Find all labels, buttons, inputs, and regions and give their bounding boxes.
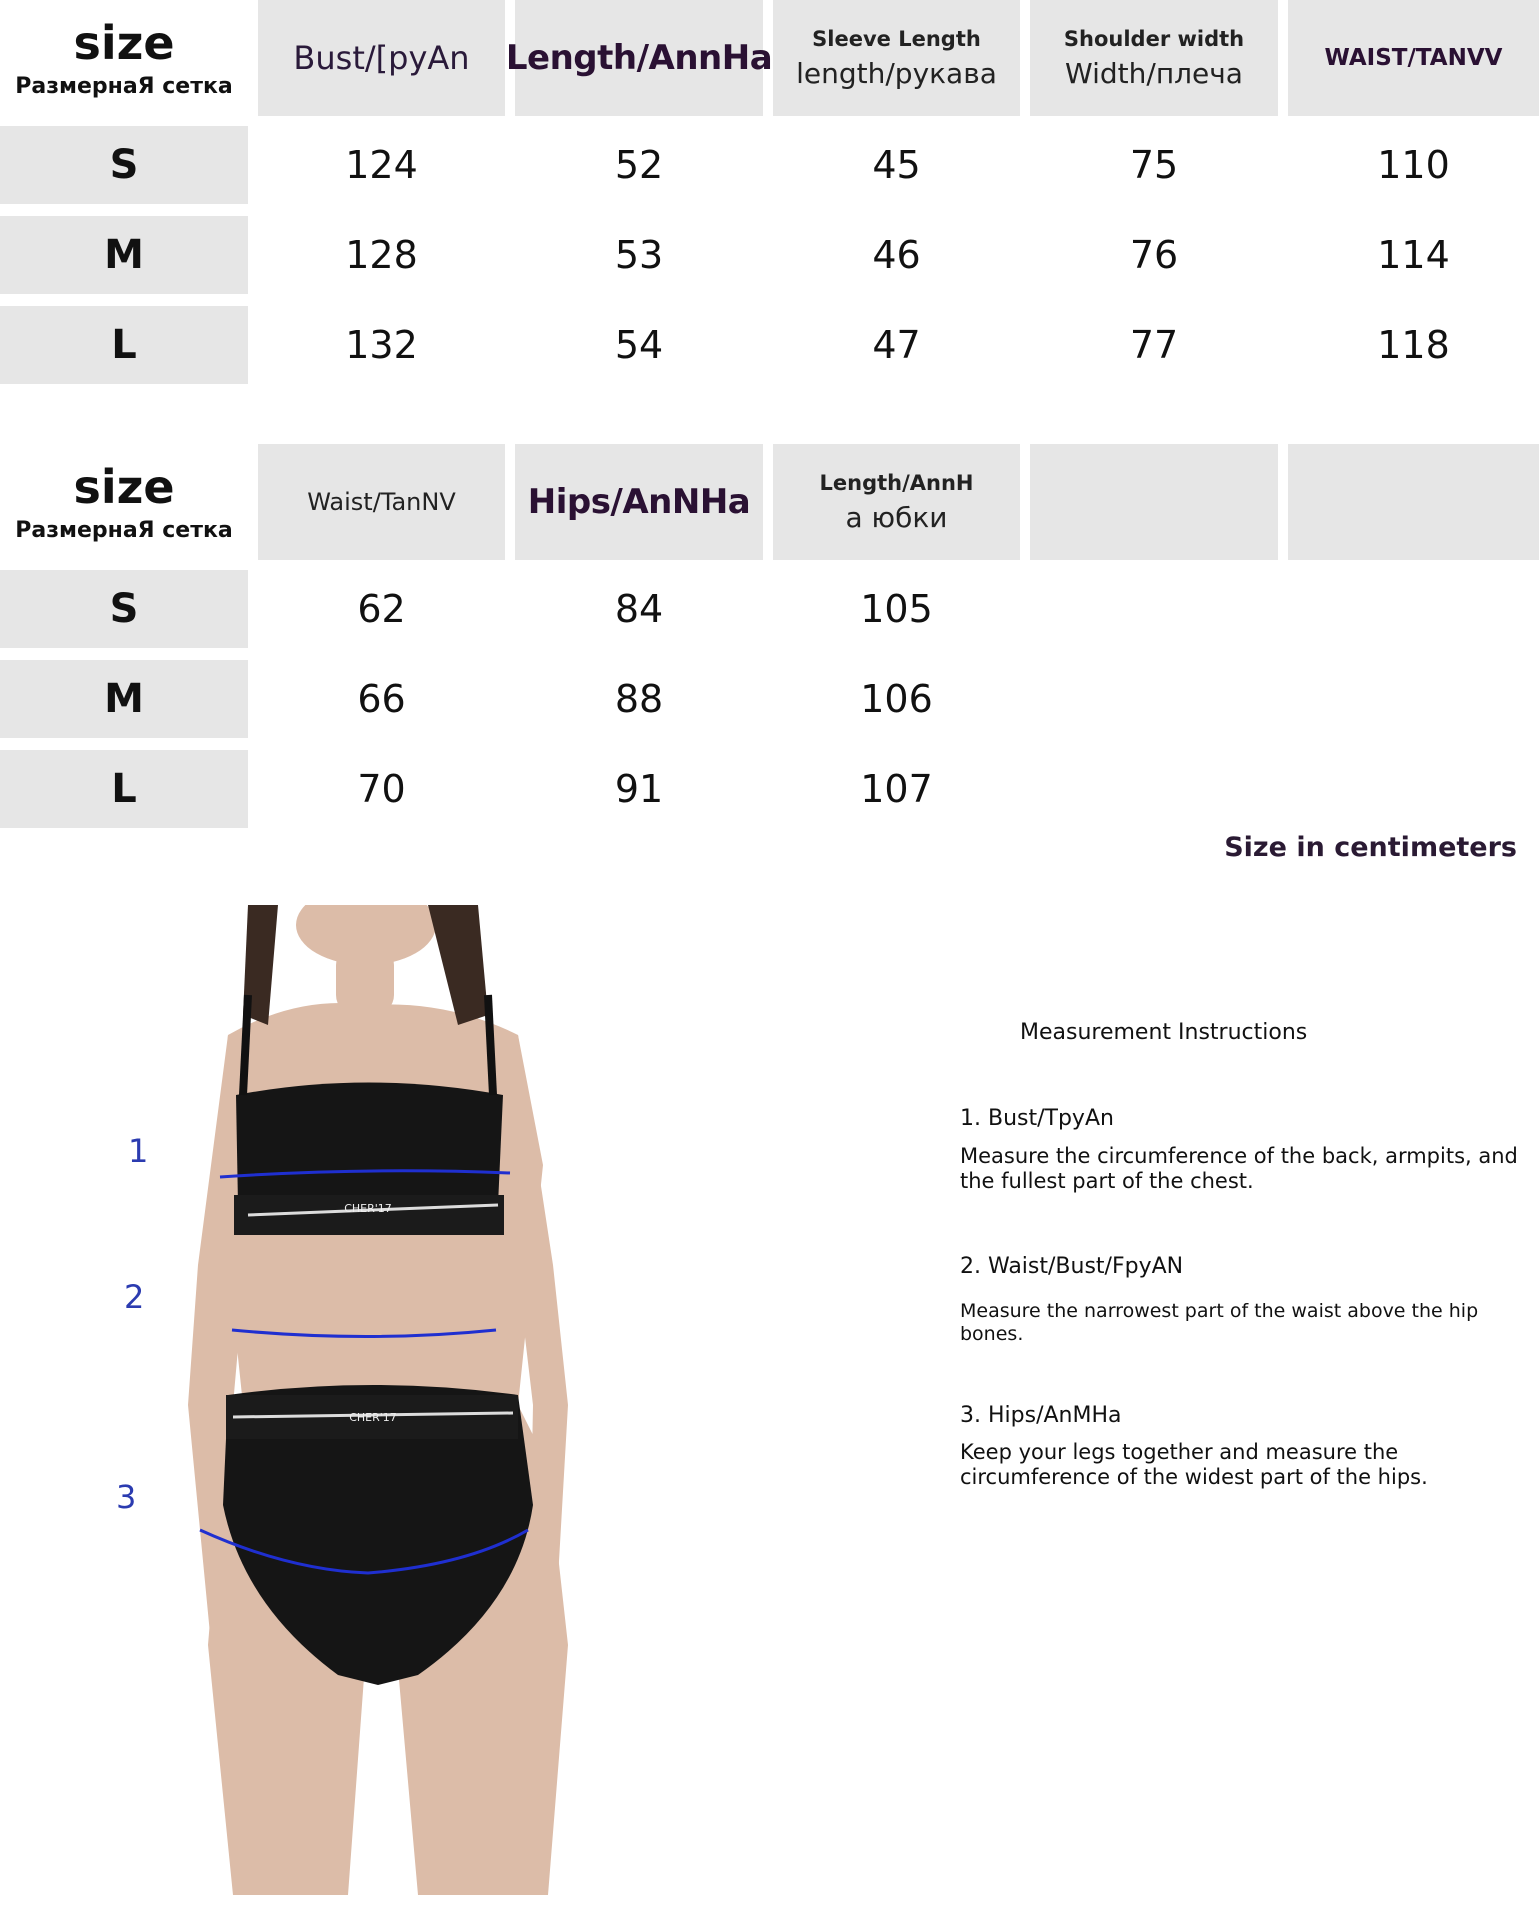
- instruction-1-heading: 1. Bust/TpyAn: [960, 1106, 1114, 1131]
- marker-3: 3: [116, 1478, 137, 1516]
- table2-row-l-label: L: [0, 750, 248, 828]
- header-label: Waist/TanNV: [307, 488, 456, 516]
- header-sublabel: length/рукава: [796, 56, 997, 90]
- instruction-3-text: Keep your legs together and measure the circumference of the widest part of the hips.: [960, 1440, 1428, 1490]
- instruction-2-heading: 2. Waist/Bust/FpyAN: [960, 1254, 1184, 1279]
- table2-cell: 105: [860, 587, 933, 631]
- table1-row-m-label: M: [0, 216, 248, 294]
- table2-header-empty-2: [1288, 444, 1539, 560]
- table2-header-waist: [258, 444, 505, 560]
- units-note: Size in centimeters: [1224, 832, 1517, 863]
- table1-header-bust: [258, 0, 505, 116]
- table1-cell: 75: [1129, 143, 1179, 187]
- table1-cell: 53: [614, 233, 664, 277]
- table1-cell: 132: [345, 323, 418, 367]
- table2-header-skirt-length: [773, 444, 1020, 560]
- header-sublabel: а юбки: [845, 500, 948, 534]
- table2-cell: 88: [614, 677, 664, 721]
- table2-cell: 66: [357, 677, 406, 721]
- table2-corner: [0, 444, 248, 562]
- marker-1: 1: [128, 1132, 149, 1170]
- header-label: Sleeve Length: [812, 26, 981, 51]
- table2-size-title: size: [73, 459, 175, 514]
- header-label: WAIST/TANVV: [1324, 45, 1503, 71]
- header-sublabel: Width/плеча: [1065, 56, 1243, 90]
- header-label: Shoulder width: [1063, 26, 1245, 51]
- table1-header-shoulder: [1030, 0, 1278, 116]
- instructions-title: Measurement Instructions: [1020, 1020, 1308, 1045]
- header-label: Length/AnnH: [819, 470, 974, 495]
- table2-cell: 91: [614, 767, 664, 811]
- table1-cell: 76: [1129, 233, 1179, 277]
- table1-size-title: size: [73, 15, 175, 70]
- header-label: Hips/AnNHa: [527, 482, 751, 522]
- table1-cell: 128: [345, 233, 418, 277]
- brief-band-text: CHER'17: [349, 1411, 397, 1424]
- table2-cell: 106: [860, 677, 933, 721]
- table1-row-s-label: S: [0, 126, 248, 204]
- table2-row-m-label: M: [0, 660, 248, 738]
- table2-cell: 84: [614, 587, 664, 631]
- table1-cell: 77: [1129, 323, 1179, 367]
- table2-cell: 107: [860, 767, 933, 811]
- instruction-2-text: Measure the narrowest part of the waist above the hip bones.: [960, 1300, 1479, 1345]
- header-label: Bust/[pyAn: [293, 39, 470, 77]
- table1-cell: 114: [1377, 233, 1450, 277]
- table2-cell: 62: [357, 587, 406, 631]
- instruction-1-text: Measure the circumference of the back, armpits, and the fullest part of the chest.: [960, 1144, 1518, 1194]
- table1-header-length: [505, 0, 773, 116]
- table1-header-waist: [1288, 0, 1539, 116]
- table1-cell: 118: [1377, 323, 1450, 367]
- table1-cell: 46: [872, 233, 921, 277]
- table1-corner: [0, 0, 248, 118]
- marker-2: 2: [124, 1278, 145, 1316]
- table1-header-sleeve: [773, 0, 1020, 116]
- table1-cell: 110: [1377, 143, 1450, 187]
- table2-size-subtitle: РазмернаЯ сетка: [15, 517, 233, 543]
- table1-cell: 124: [345, 143, 418, 187]
- table1-cell: 52: [614, 143, 664, 187]
- table2-header-empty-1: [1030, 444, 1278, 560]
- table2-cell: 70: [357, 767, 406, 811]
- instruction-3-heading: 3. Hips/AnMHa: [960, 1403, 1122, 1428]
- table1-cell: 47: [872, 323, 921, 367]
- top-band-text: CHER'17: [344, 1202, 392, 1215]
- table1-row-l-label: L: [0, 306, 248, 384]
- table1-cell: 45: [872, 143, 921, 187]
- table2-header-hips: [515, 444, 763, 560]
- header-label: Length/AnnHa: [505, 38, 773, 78]
- table1-size-subtitle: РазмернаЯ сетка: [15, 73, 233, 99]
- model-figure: [188, 905, 578, 1895]
- table2-row-s-label: S: [0, 570, 248, 648]
- table1-cell: 54: [614, 323, 664, 367]
